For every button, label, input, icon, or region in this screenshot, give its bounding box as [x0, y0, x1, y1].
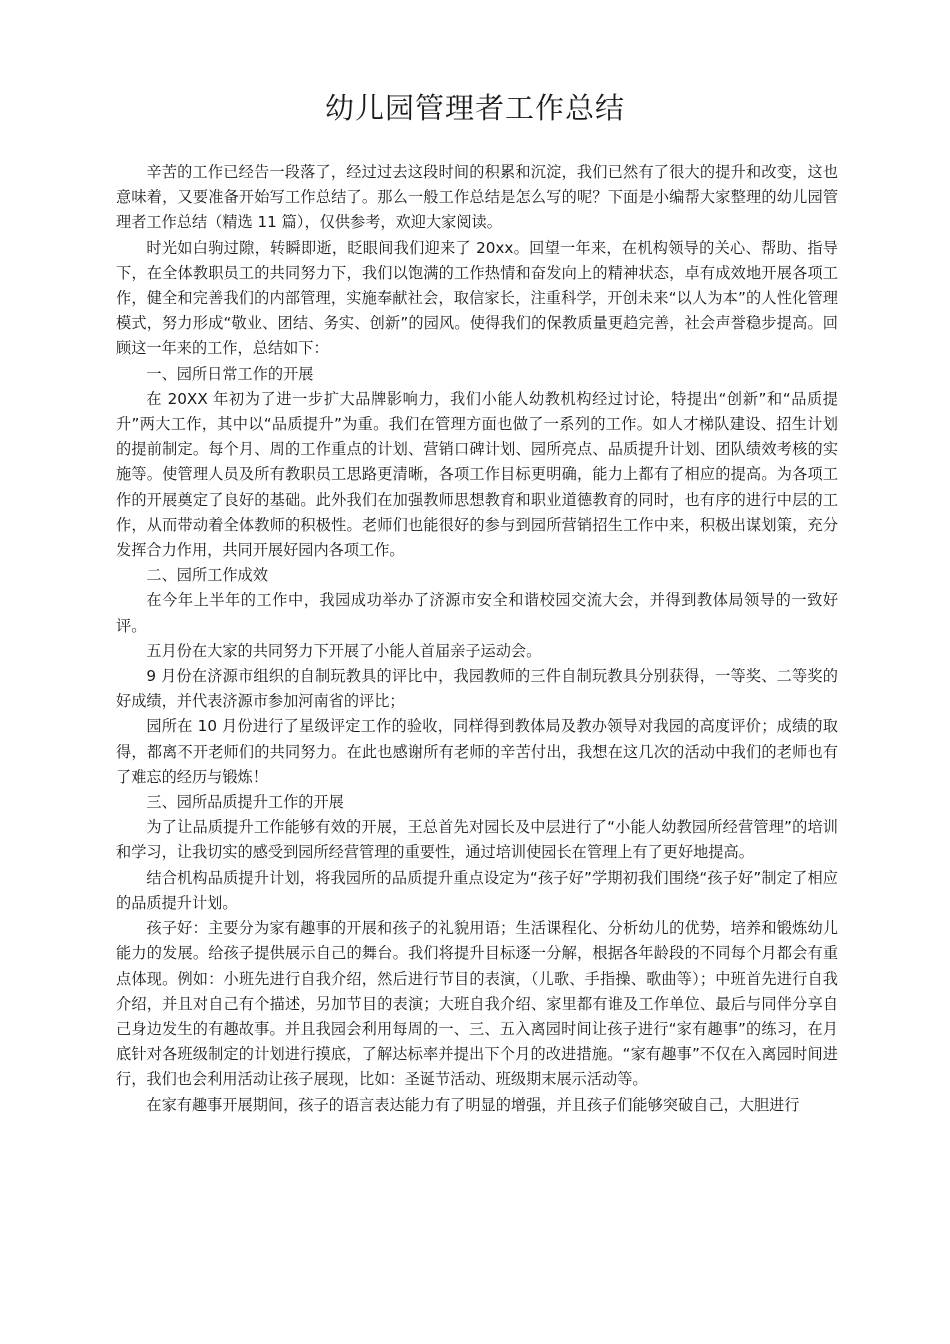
document-title: 幼儿园管理者工作总结	[324, 91, 625, 125]
paragraph-good-children: 孩子好：主要分为家有趣事的开展和孩子的礼貌用语；生活课程化、分析幼儿的优势，培养和锻炼幼儿能力的发展。给孩子提供展示自己的舞台。我们将提升目标逐一分解，根据各年龄段的不同每个月都会有重点体现。例如：小班先进行自我介绍，然后进行节目的表演，（儿歌、手指操、歌曲等）；中班首先进行自我介绍，并且对自己有个描述，另加节目的表演；大班自我介绍、家里都有谁及工作单位、最后与同伴分享自己身边发生的有趣故事。并且我园会利用每周的一、三、五入离园时间让孩子进行“家有趣事”的练习，在月底针对各班级制定的计划进行摸底，了解达标率并提出下个月的改进措施。“家有趣事”不仅在入离园时间进行，我们也会利用活动让孩子展现，比如：圣诞节活动、班级期末展示活动等。	[116, 919, 838, 1089]
section-heading-results: 二、园所工作成效	[146, 566, 268, 585]
section-heading-quality: 三、园所品质提升工作的开展	[146, 793, 344, 812]
document-body	[116, 160, 838, 1118]
paragraph-results-toy-contest: 9 月份在济源市组织的自制玩教具的评比中，我园教师的三件自制玩教具分别获得，一等奖、二等奖的好成绩，并代表济源市参加河南省的评比；	[116, 667, 838, 711]
paragraph-family-stories: 在家有趣事开展期间，孩子的语言表达能力有了明显的增强，并且孩子们能够突破自己，大胆进行	[146, 1095, 800, 1114]
paragraph-results-conference: 在今年上半年的工作中，我园成功举办了济源市安全和谐校园交流大会，并得到教体局领导的一致好评。	[116, 591, 838, 635]
paragraph-intro: 辛苦的工作已经告一段落了，经过过去这段时间的积累和沉淀，我们已然有了很大的提升和改变，这也意味着，又要准备开始写工作总结了。那么一般工作总结是怎么写的呢？下面是小编帮大家整理的幼儿园管理者工作总结（精选 11 篇），仅供参考，欢迎大家阅读。	[116, 163, 838, 232]
paragraph-quality-plan: 结合机构品质提升计划，将我园所的品质提升重点设定为“孩子好”学期初我们围绕“孩子好”制定了相应的品质提升计划。	[116, 868, 838, 912]
paragraph-overview: 时光如白驹过隙，转瞬即逝，眨眼间我们迎来了 20xx。回望一年来，在机构领导的关心、帮助、指导下，在全体教职员工的共同努力下，我们以饱满的工作热情和奋发向上的精神状态，卓有成效地开展各项工作，健全和完善我们的内部管理，实施奉献社会，取信家长，注重科学，开创未来“以人为本”的人性化管理模式，努力形成“敬业、团结、务实、创新”的园风。使得我们的保教质量更趋完善，社会声誉稳步提高。回顾这一年来的工作，总结如下：	[116, 238, 838, 358]
section-heading-daily-work: 一、园所日常工作的开展	[146, 364, 314, 383]
paragraph-quality-training: 为了让品质提升工作能够有效的开展，王总首先对园长及中层进行了“小能人幼教园所经营管理”的培训和学习，让我切实的感受到园所经营管理的重要性，通过培训使园长在管理上有了更好地提高。	[116, 818, 838, 862]
paragraph-daily-work: 在 20XX 年初为了进一步扩大品牌影响力，我们小能人幼教机构经过讨论，特提出“创新”和“品质提升”两大工作，其中以“品质提升”为重。我们在管理方面也做了一系列的工作。如人才梯队建设、招生计划的提前制定。每个月、周的工作重点的计划、营销口碑计划、园所亮点、品质提升计划、团队绩效考核的实施等。使管理人员及所有教职员工思路更清晰，各项工作目标更明确，能力上都有了相应的提高。为各项工作的开展奠定了良好的基础。此外我们在加强教师思想教育和职业道德教育的同时，也有序的进行中层的工作，从而带动着全体教师的积极性。老师们也能很好的参与到园所营销招生工作中来，积极出谋划策，充分发挥合力作用，共同开展好园内各项工作。	[116, 389, 838, 560]
paragraph-results-star-rating: 园所在 10 月份进行了星级评定工作的验收，同样得到教体局及教办领导对我园的高度评价；成绩的取得，都离不开老师们的共同努力。在此也感谢所有老师的辛苦付出，我想在这几次的活动中我们的老师也有了难忘的经历与锻炼！	[116, 717, 838, 786]
paragraph-results-sports-day: 五月份在大家的共同努力下开展了小能人首届亲子运动会。	[146, 641, 542, 660]
